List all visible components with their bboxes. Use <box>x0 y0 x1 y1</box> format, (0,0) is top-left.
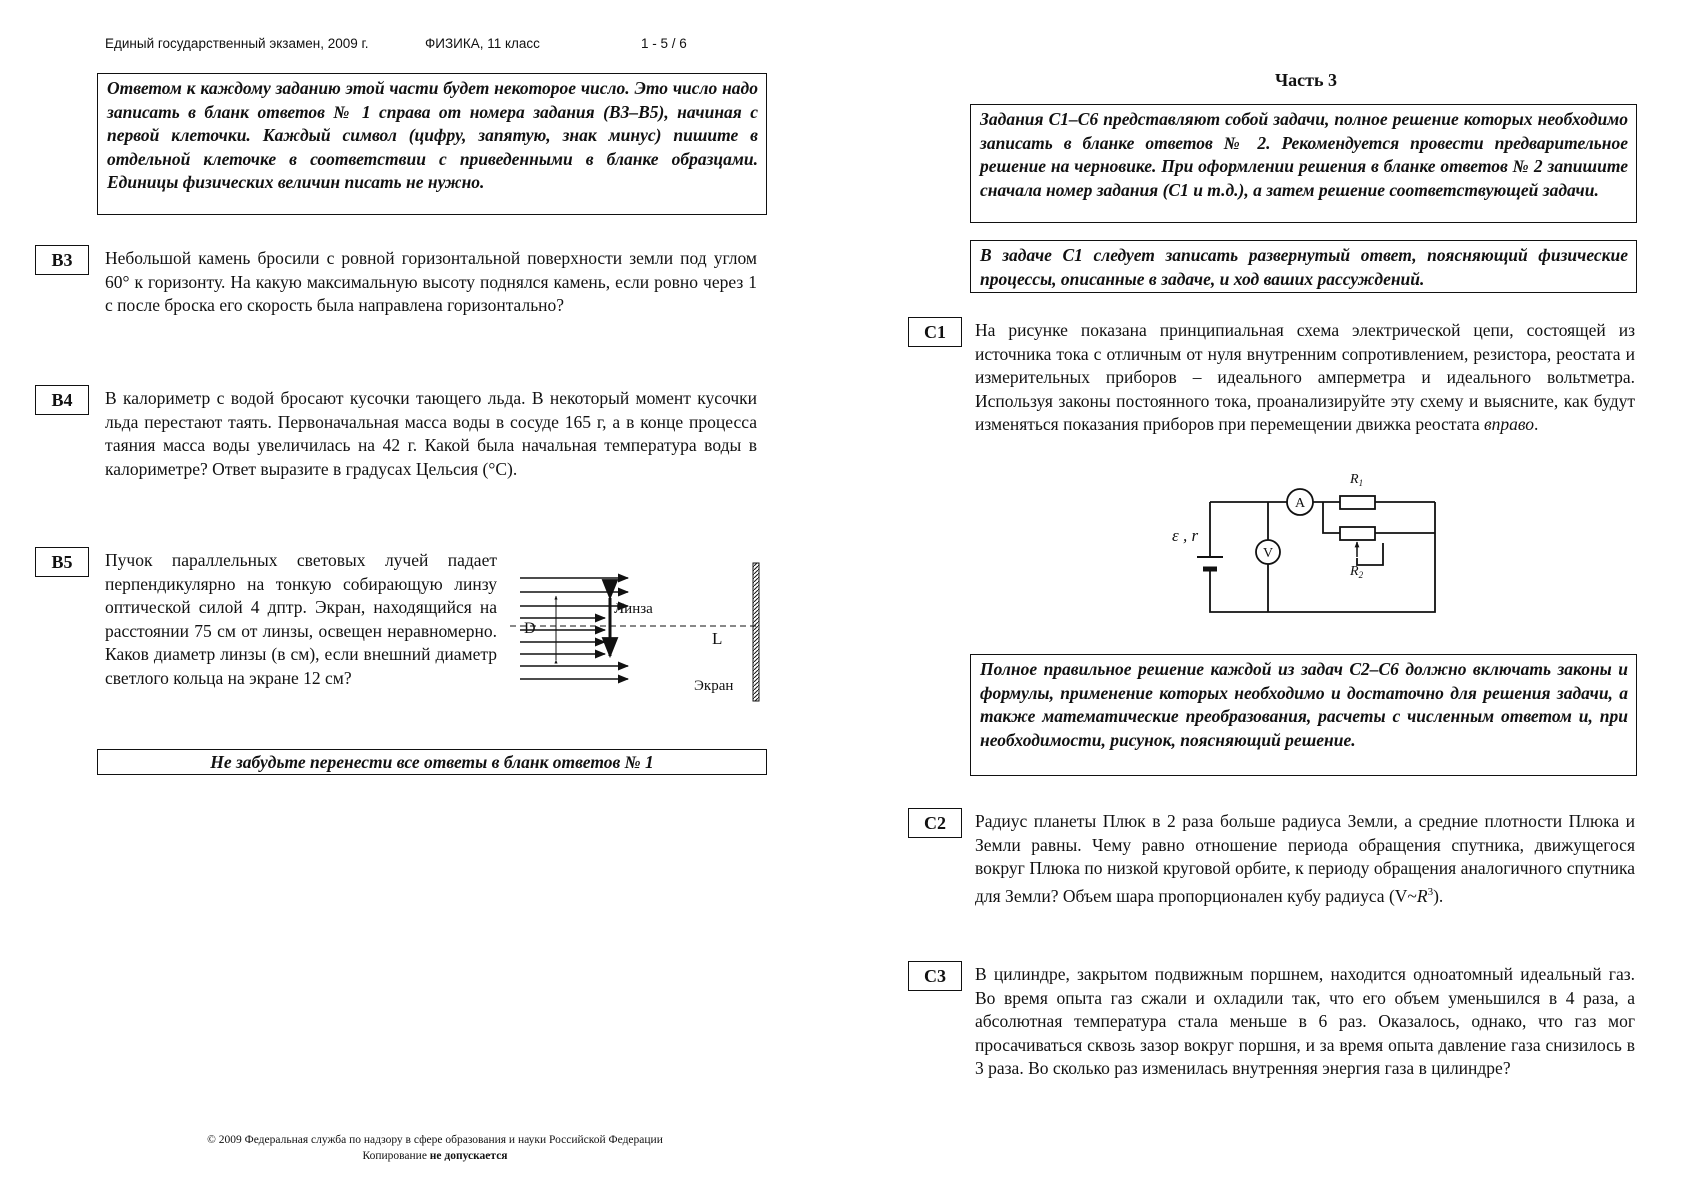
task-c2-main: Радиус планеты Плюк в 2 раза больше радиуса Земли, а средние плотности Плюка и Земли равны. Чему равно отношение периода обращения спутника, движущегося вокруг Плюка по низкой круговой орбите, к периоду обращения аналогичного спутника для Земли? Объем шара пропорционален кубу радиуса (V~ <box>975 811 1635 906</box>
header-page: 1 - 5 / 6 <box>641 36 687 51</box>
task-label-c3: С3 <box>908 961 962 991</box>
diameter-label: D <box>524 620 536 637</box>
instruction-box-part2 <box>97 73 767 215</box>
task-c3-text: В цилиндре, закрытом подвижным поршнем, находится одноатомный идеальный газ. Во время опыта газ сжали и охладили так, что его объем уменьшился в 4 раза, а абсолютная температура стала меньше в 6 раз. Оказалось, однако, что газ мог просачиваться сквозь зазор вокруг поршня, и за время опыта давление газа снизилось в 3 раза. Во сколько раз изменилась внутренняя энергия газа в цилиндре? <box>975 964 1635 1078</box>
footer-line2-bold: не допускается <box>429 1150 508 1162</box>
footer <box>150 1132 720 1164</box>
reminder-text: Не забудьте перенести все ответы в бланк ответов № 1 <box>210 752 654 772</box>
task-label-c2: С2 <box>908 808 962 838</box>
footer-line2-prefix: Копирование <box>362 1150 427 1162</box>
source-label: ε , r <box>1172 526 1199 545</box>
instruction-box-c2-c6 <box>970 654 1637 776</box>
task-b3-text: Небольшой камень бросили с ровной горизонтальной поверхности земли под углом 60° к горизонту. На какую максимальную высоту поднялся камень, если ровно через 1 с после броска его скорость была направлена горизонтально? <box>105 248 757 315</box>
reminder-box <box>97 749 767 775</box>
task-c2-var: R <box>1416 885 1428 906</box>
voltmeter-label: V <box>1262 546 1274 561</box>
instruction-box-c1 <box>970 240 1637 293</box>
instruction-box-part3 <box>970 104 1637 223</box>
task-label-b3: В3 <box>35 245 89 275</box>
instruction1-text: Задания С1–С6 представляют собой задачи, полное решение которых необходимо записать в бланке ответов № 2. Рекомендуется провести предварительное решение на черновике. При оформлении решения в бланке ответов № 2 запишите сначала номер задания (С1 и т.д.), а затем решение соответствующей задачи. <box>980 109 1628 200</box>
task-c1-end: . <box>1534 414 1539 434</box>
task-c1-italic: вправо <box>1484 414 1535 434</box>
r1-label-main: R <box>1350 472 1359 487</box>
ammeter-label: A <box>1294 496 1306 511</box>
task-label-b5: В5 <box>35 547 89 577</box>
circuit-diagram <box>1160 462 1450 620</box>
task-c1-text <box>975 319 1635 437</box>
task-c2-exp: 3 <box>1427 885 1434 898</box>
r2-label-main: R <box>1350 564 1359 579</box>
task-c2-text <box>975 810 1635 908</box>
distance-label: L <box>712 629 723 648</box>
r1-label-sub: 1 <box>1358 478 1364 488</box>
task-c2-end: ). <box>1433 885 1444 906</box>
instruction2-text: В задаче С1 следует записать развернутый ответ, поясняющий физические процессы, описанные в задаче, и ход ваших рассуждений. <box>980 245 1628 289</box>
screen <box>753 563 759 701</box>
screen-label: Экран <box>694 678 734 694</box>
task-label-b4: В4 <box>35 385 89 415</box>
lens-figure <box>510 558 770 708</box>
r2-label <box>1349 564 1364 580</box>
task-label-c1: С1 <box>908 317 962 347</box>
light-rays <box>520 578 628 679</box>
lens-label: Линза <box>614 601 653 617</box>
resistor-r1 <box>1340 496 1375 509</box>
task-b5-text: Пучок параллельных световых лучей падает перпендикулярно на тонкую собирающую линзу оптической силой 4 дптр. Экран, находящийся на расстоянии 75 см от линзы, освещен неравномерно. Каков диаметр линзы (в см), если внешний диаметр светлого кольца на экране 12 см? <box>105 550 497 688</box>
footer-line1: © 2009 Федеральная служба по надзору в сфере образования и науки Российской Федерации <box>207 1134 663 1146</box>
instruction-text: Ответом к каждому заданию этой части будет некоторое число. Это число надо записать в бланк ответов № 1 справа от номера задания (В3–В5), начиная с первой клеточки. Каждый символ (цифру, запятую, знак минус) пишите в отдельной клеточке в соответствии с приведенными в бланке образцами. Единицы физических величин писать не нужно. <box>107 78 758 192</box>
r2-label-sub: 2 <box>1358 570 1364 580</box>
rheostat-r2 <box>1340 527 1375 540</box>
footer-line2 <box>150 1148 720 1164</box>
instruction3-text: Полное правильное решение каждой из задач С2–С6 должно включать законы и формулы, применение которых необходимо и достаточно для решения задачи, а также математические преобразования, расчеты с численным ответом и, при необходимости, рисунок, поясняющий решение. <box>980 659 1628 750</box>
task-b4-text: В калориметр с водой бросают кусочки тающего льда. В некоторый момент кусочки льда перестают таять. Первоначальная масса воды в сосуде 165 г, а в конце процесса таяния масса воды увеличилась на 42 г. Какой была начальная температура воды в калориметре? Ответ выразите в градусах Цельсия (°С). <box>105 388 757 479</box>
task-c1-main: На рисунке показана принципиальная схема электрической цепи, состоящей из источника тока с отличным от нуля внутренним сопротивлением, резистора, реостата и измерительных приборов – идеального амперметра и идеального вольтметра. Используя законы постоянного тока, проанализируйте эту схему и выясните, как будут изменяться показания приборов при перемещении движка реостата <box>975 320 1635 434</box>
header-exam: Единый государственный экзамен, 2009 г. <box>105 36 369 51</box>
part-title: Часть 3 <box>1274 70 1338 90</box>
r1-label <box>1349 472 1363 488</box>
header-subject: ФИЗИКА, 11 класс <box>425 36 540 51</box>
